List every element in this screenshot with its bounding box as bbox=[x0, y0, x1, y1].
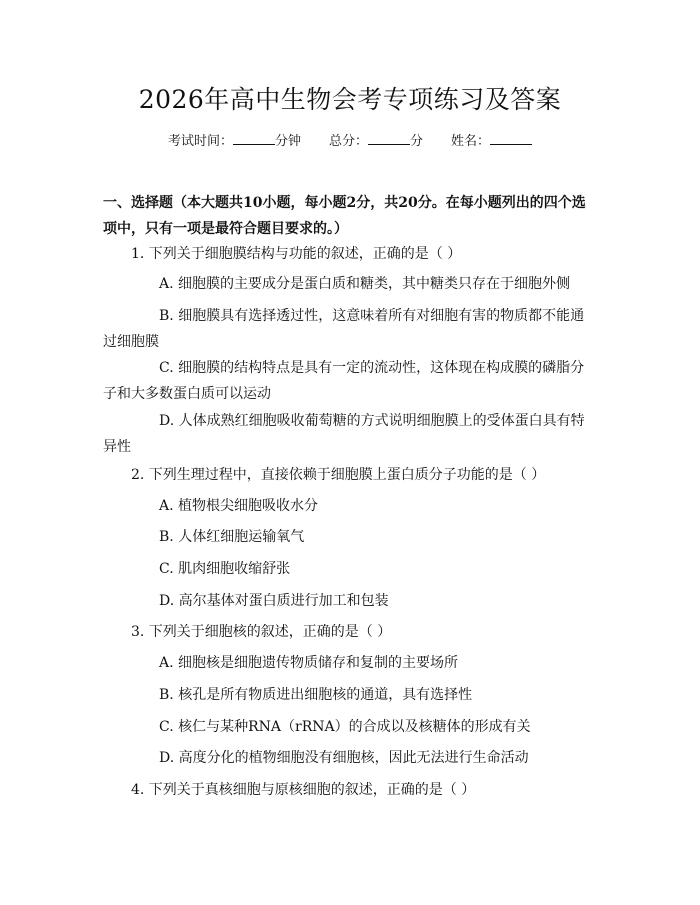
name-blank bbox=[490, 131, 532, 145]
question-option: D. 高度分化的植物细胞没有细胞核，因此无法进行生命活动 bbox=[159, 750, 529, 766]
exam-info-line bbox=[0, 131, 700, 152]
question-option: D. 高尔基体对蛋白质进行加工和包装 bbox=[159, 593, 389, 609]
document-title: 2026年高中生物会考专项练习及答案 bbox=[138, 85, 562, 114]
question-option: C. 肌肉细胞收缩舒张 bbox=[159, 561, 291, 577]
time-label: 考试时间： bbox=[167, 134, 233, 149]
question-option: C. 细胞膜的结构特点是具有一定的流动性，这体现在构成膜的磷脂分子和大多数蛋白质可以运动 bbox=[103, 360, 585, 402]
question-option: A. 细胞膜的主要成分是蛋白质和糖类，其中糖类只存在于细胞外侧 bbox=[159, 276, 571, 292]
section-heading: 一、选择题（本大题共10小题，每小题2分，共20分。在每小题列出的四个选项中，只有一项是最符合题目要求的。） bbox=[103, 195, 586, 237]
score-blank bbox=[368, 131, 410, 145]
score-unit: 分 bbox=[410, 134, 424, 149]
name-label: 姓名： bbox=[451, 134, 491, 149]
question-stem: 2. 下列生理过程中，直接依赖于细胞膜上蛋白质分子功能的是（ ） bbox=[131, 467, 546, 483]
question-option: A. 植物根尖细胞吸收水分 bbox=[159, 498, 319, 514]
question-option: B. 人体红细胞运输氧气 bbox=[159, 529, 305, 545]
question-option: C. 核仁与某种RNA（rRNA）的合成以及核糖体的形成有关 bbox=[159, 719, 531, 735]
score-label: 总分： bbox=[328, 134, 368, 149]
question-option: A. 细胞核是细胞遗传物质储存和复制的主要场所 bbox=[159, 655, 459, 671]
time-unit: 分钟 bbox=[274, 134, 301, 149]
question-option: D. 人体成熟红细胞吸收葡萄糖的方式说明细胞膜上的受体蛋白具有特异性 bbox=[103, 413, 585, 455]
question-stem: 4. 下列关于真核细胞与原核细胞的叙述，正确的是（ ） bbox=[131, 782, 476, 798]
question-option: B. 核孔是所有物质进出细胞核的通道，具有选择性 bbox=[159, 687, 473, 703]
question-stem: 1. 下列关于细胞膜结构与功能的叙述，正确的是（ ） bbox=[131, 246, 462, 262]
time-blank bbox=[233, 131, 275, 145]
question-stem: 3. 下列关于细胞核的叙述，正确的是（ ） bbox=[131, 624, 392, 640]
question-option: B. 细胞膜具有选择透过性，这意味着所有对细胞有害的物质都不能通过细胞膜 bbox=[103, 308, 585, 350]
